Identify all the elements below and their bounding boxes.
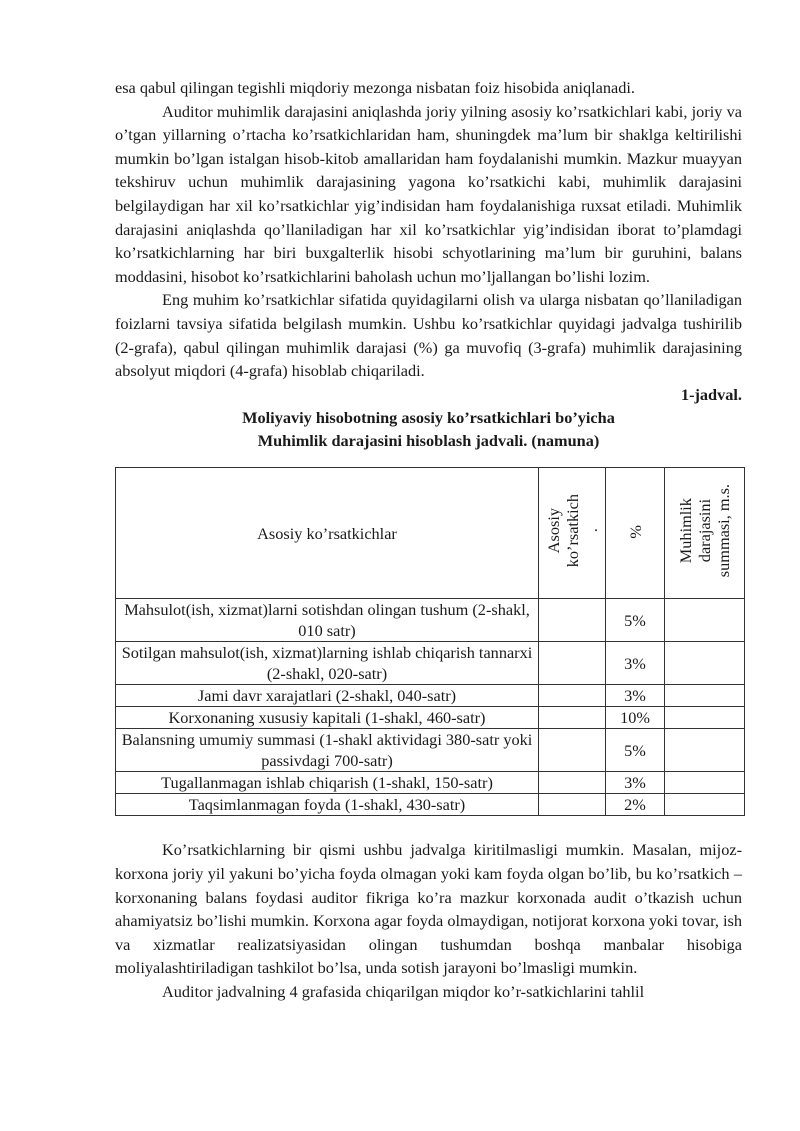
paragraph-3: Ko’rsatkichlarning bir qismi ushbu jadvalga kiritilmasligi mumkin. Masalan, mijoz-korxona joriy yil yakuni bo’yicha foyda olmagan yoki kam foyda olgan bo’lib, bu ko’rsatkich – korxonaning balans foydasi auditor fikriga ko’ra mazkur korxonada audit o’tkazish uchun ahamiyatsiz bo’lishi mumkin. Korxona agar foyda olmaydigan, notijorat korxona yoki tovar, ish va xizmatlar realizatsiyasidan olingan tushumdan boshqa manbalar hisobiga moliyalashtiriladigan tashkilot bo’lsa, unda sotish jarayoni bo’lmasligi mumkin. — [115, 840, 742, 978]
table-wrapper — [115, 467, 742, 816]
paragraph-2: Eng muhim ko’rsatkichlar sifatida quyidagilarni olish va ularga nisbatan qo’llaniladigan foizlarni tavsiya sifatida belgilash mumkin. Ushbu ko’rsatkichlar quyidagi jadvalga tushirilib (2-grafa), qabul qilingan muhimlik darajasi (%) ga muvofiq (3-grafa) muhimlik darajasining absolyut miqdori (4-grafa) hisoblab chiqariladi. — [115, 290, 742, 381]
row-amount — [665, 772, 745, 794]
table-title-line-2: Muhimlik darajasini hisoblash jadvali. (namuna) — [257, 431, 600, 451]
row-value — [539, 685, 606, 707]
table-row — [116, 794, 745, 816]
paragraph-4: Auditor jadvalning 4 grafasida chiqarilgan miqdor ko’r-satkichlarini tahlil — [162, 981, 645, 1001]
row-value — [539, 794, 606, 816]
row-percent: 3% — [606, 772, 665, 794]
row-indicator: Taqsimlanmagan foyda (1-shakl, 430-satr) — [116, 794, 539, 816]
table-row — [116, 642, 745, 685]
row-indicator: Mahsulot(ish, xizmat)larni sotishdan olingan tushum (2-shakl, 010 satr) — [116, 599, 539, 642]
materiality-table — [115, 467, 745, 816]
row-indicator: Tugallanmagan ishlab chiqarish (1-shakl, 150-satr) — [116, 772, 539, 794]
row-indicator: Sotilgan mahsulot(ish, xizmat)larning ishlab chiqarish tannarxi (2-shakl, 020-satr) — [116, 642, 539, 685]
row-amount — [665, 599, 745, 642]
header-amount — [665, 468, 745, 599]
row-percent: 5% — [606, 729, 665, 772]
header-amount-text: Muhimlik darajasini summasi, m.s. — [676, 484, 733, 578]
table-header-row — [116, 468, 745, 599]
table-title — [115, 406, 742, 452]
paragraph-1: Auditor muhimlik darajasini aniqlashda joriy yilning asosiy ko’rsatkichlari kabi, joriy va o’tgan yillarning o’rtacha ko’rsatkichlaridan ham, shuningdek ma’lum bir shaklga keltirilishi mumkin bo’lgan istalgan hisob-kitob amallaridan ham foydalanishi mumkin. Mazkur muayyan tekshiruv uchun muhimlik darajasining yagona ko’rsatkichi kabi, muhimlik darajasini belgilaydigan har xil ko’rsatkichlar yig’indisidan ham foydalanishiga ruxsat etiladi. Muhimlik darajasini aniqlashda qo’llaniladigan har xil ko’rsatkichlar yig’indisidan iborat to’plamdagi ko’rsatkichlarning har biri buxgalterlik hisobi schyotlarining ma’lum bir guruhini, balans moddasini, hisobot ko’rsatkichlarini baholash uchun mo’ljallangan bo’lishi lozim. — [115, 101, 742, 286]
row-amount — [665, 642, 745, 685]
intro-line: esa qabul qilingan tegishli miqdoriy mezonga nisbatan foiz hisobida aniqlanadi. — [115, 78, 635, 97]
table-label: 1-jadval. — [680, 384, 742, 404]
row-percent: 10% — [606, 707, 665, 729]
table-title-line-1: Moliyaviy hisobotning asosiy ko’rsatkichlari bo’yicha — [242, 408, 615, 428]
header-basic-value-text: Asosiy ko’rsatkich . — [543, 494, 601, 568]
row-percent: 5% — [606, 599, 665, 642]
row-amount — [665, 729, 745, 772]
row-percent: 3% — [606, 685, 665, 707]
row-amount — [665, 685, 745, 707]
table-row — [116, 599, 745, 642]
table-row — [116, 772, 745, 794]
row-indicator: Korxonaning xususiy kapitali (1-shakl, 460-satr) — [116, 707, 539, 729]
header-percent — [606, 468, 665, 599]
row-value — [539, 729, 606, 772]
row-value — [539, 772, 606, 794]
table-row — [116, 685, 745, 707]
document-page — [115, 76, 742, 1003]
row-percent: 3% — [606, 642, 665, 685]
header-basic-value — [539, 468, 606, 599]
table-row — [116, 729, 745, 772]
row-indicator: Jami davr xarajatlari (2-shakl, 040-satr) — [116, 685, 539, 707]
row-value — [539, 707, 606, 729]
header-indicators: Asosiy ko’rsatkichlar — [116, 468, 539, 599]
row-amount — [665, 707, 745, 729]
row-amount — [665, 794, 745, 816]
row-value — [539, 599, 606, 642]
row-percent: 2% — [606, 794, 665, 816]
table-row — [116, 707, 745, 729]
header-percent-text: % — [625, 525, 645, 539]
row-indicator: Balansning umumiy summasi (1-shakl aktividagi 380-satr yoki passivdagi 700-satr) — [116, 729, 539, 772]
row-value — [539, 642, 606, 685]
